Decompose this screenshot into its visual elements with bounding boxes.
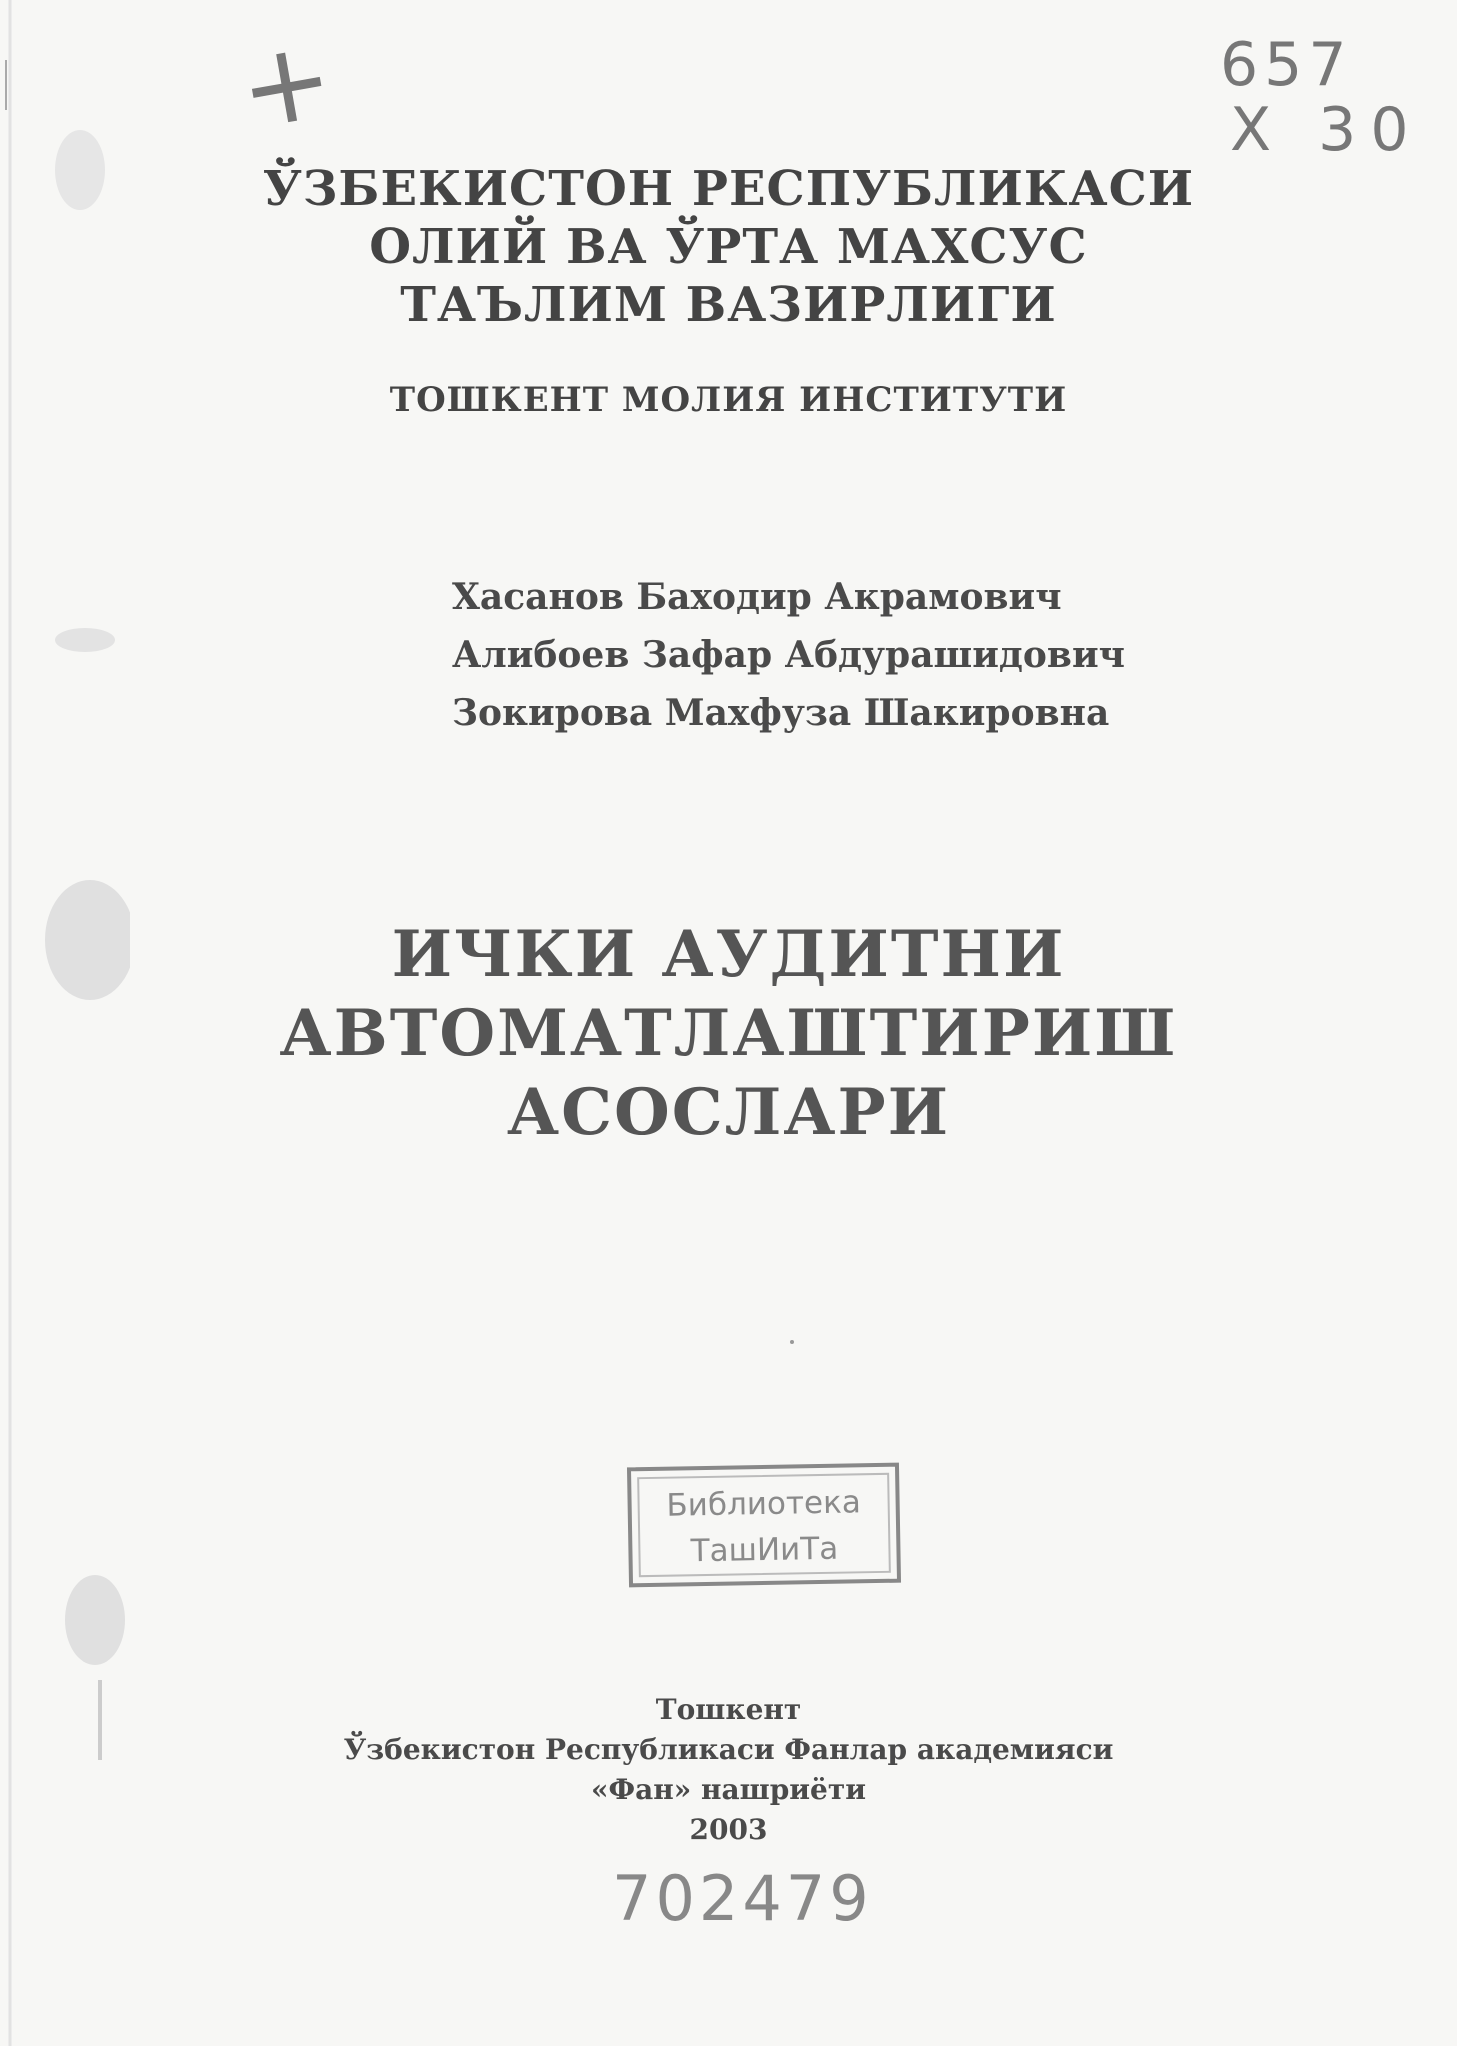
library-stamp	[627, 1463, 901, 1588]
institute-name: ТОШКЕНТ МОЛИЯ ИНСТИТУТИ	[389, 380, 1068, 420]
ministry-line3: ТАЪЛИМ ВАЗИРЛИГИ	[400, 277, 1057, 333]
handwritten-call-number-line2: X 30	[1230, 95, 1423, 165]
ministry-line2: ОЛИЙ ВА ЎРТА МАХСУС	[369, 219, 1088, 275]
publication-imprint	[0, 1690, 1457, 1850]
ministry-line1: ЎЗБЕКИСТОН РЕСПУБЛИКАСИ	[262, 161, 1195, 217]
library-stamp-line2: ТашИиТа	[690, 1530, 839, 1570]
book-title-line1: ИЧКИ АУДИТНИ	[391, 917, 1066, 992]
imprint-year: 2003	[689, 1813, 768, 1846]
author-name: Алибоев Зафар Абдурашидович	[452, 634, 1125, 676]
scan-speck	[790, 1340, 794, 1344]
book-title	[0, 915, 1457, 1152]
handwritten-call-number-line1: 657	[1220, 30, 1353, 100]
inventory-number-stamp: 702479	[612, 1862, 873, 1935]
imprint-publisher: «Фан» нашриёти	[591, 1773, 866, 1806]
ministry-heading	[0, 160, 1457, 334]
author-name: Хасанов Баходир Акрамович	[452, 576, 1062, 618]
library-stamp-line1: Библиотека	[666, 1484, 862, 1524]
imprint-academy: Ўзбекистон Республикаси Фанлар академияси	[343, 1733, 1114, 1766]
authors-list	[452, 568, 1125, 742]
author-name: Зокирова Махфуза Шакировна	[452, 692, 1110, 734]
book-title-line2: АВТОМАТЛАШТИРИШ	[279, 996, 1178, 1071]
handwritten-plus-mark: +	[229, 12, 343, 156]
book-title-line3: АСОСЛАРИ	[506, 1075, 951, 1150]
imprint-city: Тошкент	[655, 1693, 802, 1726]
